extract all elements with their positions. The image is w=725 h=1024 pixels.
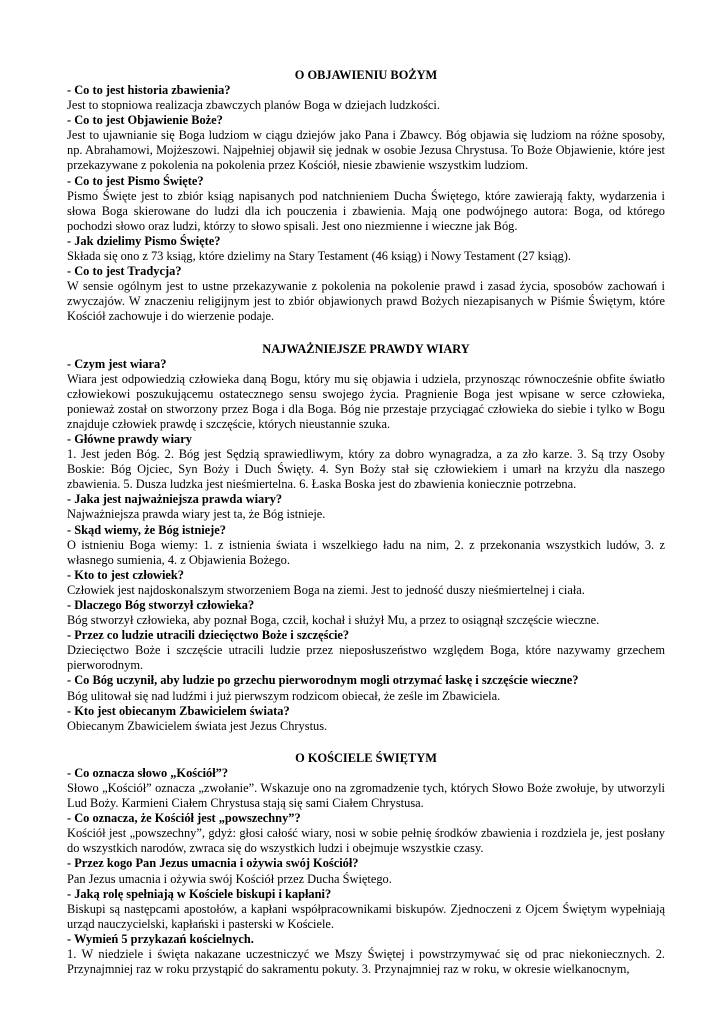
answer: Wiara jest odpowiedzią człowieka daną Bogu, który mu się objawia i udziela, przynosząc równocześnie obfite światło człowiekowi poszukującemu ostatecznego sensu swojego życia. Pragnienie Boga jest wpisane w serce człowieka, ponieważ został on stworzony przez Boga i dla Boga. Bóg nie przestaje przyciągać człowieka do siebie i tylko w Bogu znajduje człowiek prawdę i szczęście, których nieustannie szuka. (67, 371, 665, 431)
answer: Obiecanym Zbawicielem świata jest Jezus Chrystus. (67, 718, 328, 733)
question: - Skąd wiemy, że Bóg istnieje? (67, 522, 227, 537)
question: - Czym jest wiara? (67, 356, 167, 371)
question: - Co oznacza słowo „Kościół”? (67, 765, 229, 780)
answer: Najważniejsza prawda wiary jest ta, że Bóg istnieje. (67, 507, 326, 522)
question: - Jak dzielimy Pismo Święte? (67, 233, 221, 248)
answer: Człowiek jest najdoskonalszym stworzeniem Boga na ziemi. Jest to jedność duszy nieśmiertelnej i ciała. (67, 582, 585, 597)
question: - Przez co ludzie utracili dziecięctwo Boże i szczęście? (67, 628, 350, 643)
answer: O istnieniu Boga wiemy: 1. z istnienia świata i wszelkiego ładu na nim, 2. z przekonania wszystkich ludów, 3. z własnego sumienia, 4. z Objawienia Bożego. (67, 537, 665, 567)
answer: Jest to ujawnianie się Boga ludziom w ciągu dziejów jako Pana i Zbawcy. Bóg objawia się ludziom na różne sposoby, np. Abrahamowi, Mojżeszowi. Najpełniej objawił się jednak w osobie Jezusa Chrystusa. To Boże Objawienie, które jest przekazywane z pokolenia na pokolenia przez Kościół, niesie zbawienie wszystkim ludziom. (67, 128, 665, 173)
question: - Jaka jest najważniejsza prawda wiary? (67, 492, 283, 507)
question: - Kto to jest człowiek? (67, 567, 184, 582)
answer: 1. Jest jeden Bóg. 2. Bóg jest Sędzią sprawiedliwym, który za dobro wynagradza, a za zło karze. 3. Są trzy Osoby Boskie: Bóg Ojciec, Syn Boży i Duch Święty. 4. Syn Boży stał się człowiekiem i umarł na krzyżu dla naszego zbawienia. 5. Dusza ludzka jest nieśmiertelna. 6. Łaska Boska jest do zbawienia koniecznie potrzebna. (67, 447, 665, 492)
answer: Jest to stopniowa realizacja zbawczych planów Boga w dziejach ludzkości. (67, 98, 440, 113)
question: - Co Bóg uczynił, aby ludzie po grzechu pierworodnym mogli otrzymać łaskę i szczęście wieczne? (67, 673, 579, 688)
answer: Pan Jezus umacnia i ożywia swój Kościół przez Ducha Świętego. (67, 871, 392, 886)
question: - Wymień 5 przykazań kościelnych. (67, 931, 254, 946)
section-title: NAJWAŻNIEJSZE PRAWDY WIARY (262, 341, 470, 356)
section-kosciol (67, 751, 665, 977)
question: - Dlaczego Bóg stworzył człowieka? (67, 598, 255, 612)
question: - Co to jest Objawienie Boże? (67, 113, 223, 128)
answer: Biskupi są następcami apostołów, a kapłani współpracownikami biskupów. Zjednoczeni z Ojcem Świętym wypełniają urząd nauczycielski, kapłański i pasterski w Kościele. (67, 901, 665, 931)
section-objawienie (67, 68, 665, 325)
answer: Kościół jest „powszechny”, gdyż: głosi całość wiary, nosi w sobie pełnię środków zbawienia i rozdziela je, jest posłany do wszystkich narodów, zwraca się do wszystkich ludzi i obejmuje wszystkie czasy. (67, 826, 665, 856)
answer: 1. W niedziele i święta nakazane uczestniczyć we Mszy Świętej i powstrzymywać się od prac niekoniecznych. 2. Przynajmniej raz w roku przystąpić do sakramentu pokuty. 3. Przynajmniej raz w roku, w okresie wielkanocnym, (67, 946, 665, 977)
question: - Przez kogo Pan Jezus umacnia i ożywia swój Kościół? (67, 856, 359, 871)
answer: W sensie ogólnym jest to ustne przekazywanie z pokolenia na pokolenie prawd i zasad życia, sposobów zachowań i zwyczajów. W znaczeniu religijnym jest to zbiór objawionych prawd Bożych niezapisanych w Piśmie Świętym, które Kościół zachowuje i do wierzenie podaje. (67, 279, 665, 324)
answer: Bóg stworzył człowieka, aby poznał Boga, czcił, kochał i służył Mu, a przez to osiągnął szczęście wieczne. (67, 613, 600, 628)
question: - Główne prawdy wiary (67, 431, 192, 446)
answer: Składa się ono z 73 ksiąg, które dzielimy na Stary Testament (46 ksiąg) i Nowy Testament (27 ksiąg). (67, 249, 571, 264)
question: - Kto jest obiecanym Zbawicielem świata? (67, 703, 290, 718)
question: - Co to jest Tradycja? (67, 264, 182, 279)
question: - Jaką rolę spełniają w Kościele biskupi i kapłani? (67, 886, 332, 901)
question: - Co to jest historia zbawienia? (67, 83, 231, 97)
answer: Słowo „Kościół” oznacza „zwołanie”. Wskazuje ono na zgromadzenie tych, których Słowo Boże zwołuje, by utworzyli Lud Boży. Karmieni Ciałem Chrystusa stają się sami Ciałem Chrystusa. (67, 780, 665, 811)
answer: Pismo Święte jest to zbiór ksiąg napisanych pod natchnieniem Ducha Świętego, które zawierają fakty, wydarzenia i słowa Boga skierowane do ludzi dla ich pouczenia i zbawienia. Mają one podwójnego autora: Boga, od którego pochodzi słowo oraz ludzi, którzy to słowo spisali. Jest ono niezmienne i wieczne jak Bóg. (67, 188, 665, 233)
section-title: O KOŚCIELE ŚWIĘTYM (295, 750, 437, 765)
question: - Co oznacza, że Kościół jest „powszechny”? (67, 811, 301, 826)
answer: Dziecięctwo Boże i szczęście utracili ludzie przez nieposłuszeństwo względem Boga, które nazywamy grzechem pierworodnym. (67, 643, 665, 673)
answer: Bóg ulitował się nad ludźmi i już pierwszym rodzicom obiecał, że ześle im Zbawiciela. (67, 688, 501, 703)
section-title: O OBJAWIENIU BOŻYM (294, 68, 438, 82)
section-prawdy-wiary (67, 342, 665, 734)
question: - Co to jest Pismo Święte? (67, 173, 204, 188)
